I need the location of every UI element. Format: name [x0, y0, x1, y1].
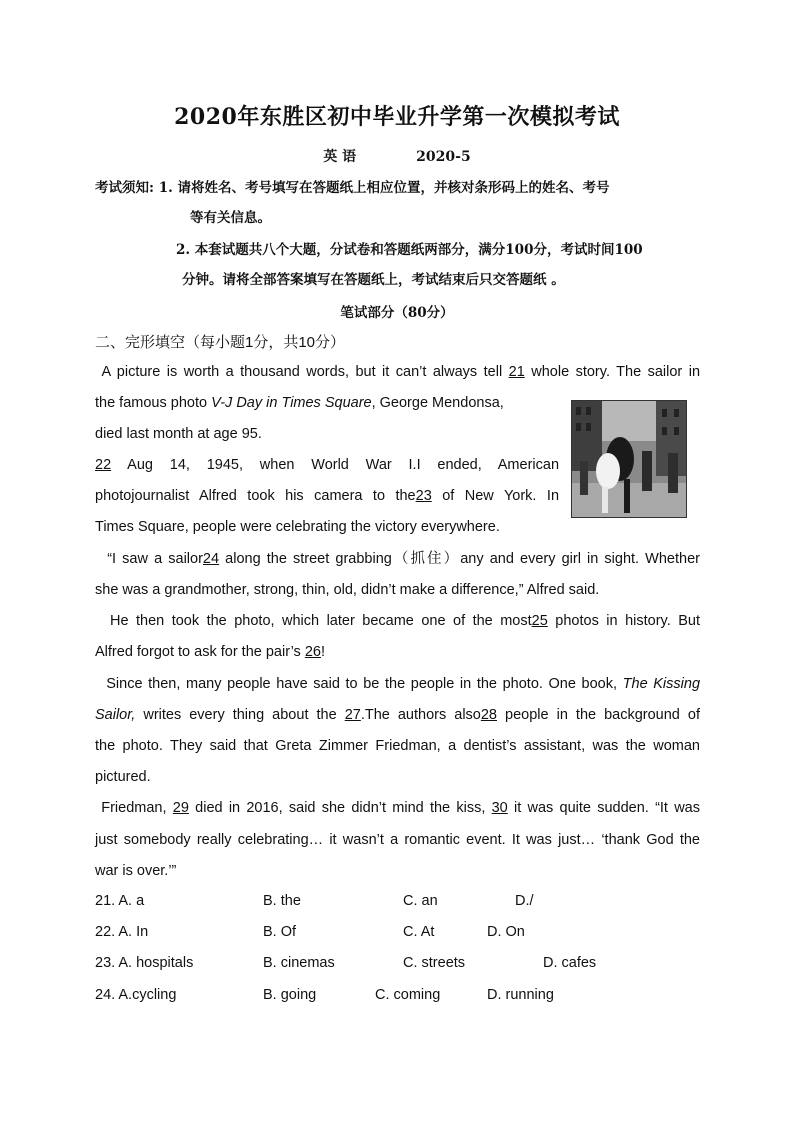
passage-line-7: “I saw a sailor24 along the street grabbing（抓住）any and every girl in sight. Whether [107, 551, 700, 567]
blank-30: 30 [491, 800, 508, 816]
q24-option-c: C. coming [375, 987, 441, 1003]
written-part-heading: 笔试部分（80分） [340, 305, 454, 321]
notice-item-1-cont: 等有关信息。 [190, 210, 271, 226]
passage-line-2: the famous photo V-J Day in Times Square, George Mendonsa, [95, 395, 504, 411]
blank-24: 24 [202, 551, 220, 567]
q22-option-b: B. Of [263, 924, 297, 940]
exam-date: 2020-5 [416, 149, 471, 165]
passage-line-10: Alfred forgot to ask for the pair’s 26! [95, 644, 325, 660]
passage-line-12: Sailor, writes every thing about the 27.The authors also28 people in the background of [95, 707, 700, 723]
q22-option-a: 22. A. In [95, 924, 149, 940]
blank-22: 22 [95, 457, 112, 473]
q21-option-c: C. an [403, 893, 438, 909]
blank-21: 21 [508, 364, 525, 380]
q23-option-a: 23. A. hospitals [95, 955, 194, 971]
blank-25: 25 [531, 613, 548, 629]
blank-23: 23 [415, 488, 432, 504]
q23-option-c: C. streets [403, 955, 466, 971]
exam-title: 2020年东胜区初中毕业升学第一次模拟考试 [174, 104, 620, 130]
passage-line-9: He then took the photo, which later became one of the most25 photos in history. But [109, 613, 700, 629]
q21-option-b: B. the [263, 893, 301, 909]
notice-item-2-cont: 分钟。请将全部答案填写在答题纸上，考试结束后只交答题纸 。 [182, 272, 565, 288]
photo-icon [572, 401, 686, 517]
passage-line-13: the photo. They said that Greta Zimmer Friedman, a dentist’s assistant, was the woman [95, 738, 700, 754]
exam-subtitle [0, 146, 794, 166]
subject-label: 英 语 [323, 149, 357, 165]
passage-line-4: 22 Aug 14, 1945, when World War I.I ended, American [95, 457, 560, 473]
q21-option-d: D./ [515, 893, 534, 909]
q24-option-d: D. running [487, 987, 554, 1003]
q23-option-d: D. cafes [543, 955, 597, 971]
q21-option-a: 21. A. a [95, 893, 145, 909]
passage-line-14: pictured. [95, 769, 151, 785]
notice-item-1-text: 1. 请将姓名、考号填写在答题纸上相应位置，并核对条形码上的姓名、考号 [158, 180, 610, 196]
passage-line-11: Since then, many people have said to be the people in the photo. One book, The Kissing [106, 676, 701, 692]
q24-option-b: B. going [263, 987, 317, 1003]
blank-28: 28 [480, 707, 497, 723]
passage-line-5: photojournalist Alfred took his camera to the23 of New York. In [95, 488, 560, 504]
passage-line-16: just somebody really celebrating… it wasn’t a romantic event. It was just… ‘thank God the [95, 832, 700, 848]
passage-line-17: war is over.’” [95, 863, 177, 879]
q22-option-d: D. On [487, 924, 525, 940]
notice-item-2: 2. 本套试题共八个大题，分试卷和答题纸两部分，满分100分，考试时间100 [176, 242, 643, 258]
passage-line-8: she was a grandmother, strong, thin, old, didn’t make a difference,” Alfred said. [95, 582, 600, 598]
notice-item-1 [95, 176, 705, 196]
notice-label: 考试须知: [95, 180, 154, 196]
kissing-sailor-photo [571, 400, 687, 518]
passage-line-1: A picture is worth a thousand words, but it can’t always tell 21 whole story. The sailor in [101, 364, 701, 380]
blank-27: 27 [344, 707, 361, 723]
q24-option-a: 24. A.cycling [95, 987, 177, 1003]
section-title: 二、完形填空（每小题1分，共10分） [95, 334, 346, 351]
q23-option-b: B. cinemas [263, 955, 335, 971]
passage-line-6: Times Square, people were celebrating the victory everywhere. [95, 519, 500, 535]
q22-option-c: C. At [403, 924, 435, 940]
blank-26: 26 [304, 644, 321, 660]
blank-29: 29 [172, 800, 189, 816]
passage-line-15: Friedman, 29 died in 2016, said she didn’t mind the kiss, 30 it was quite sudden. “It was [101, 800, 700, 816]
passage-line-3: died last month at age 95. [95, 426, 262, 442]
